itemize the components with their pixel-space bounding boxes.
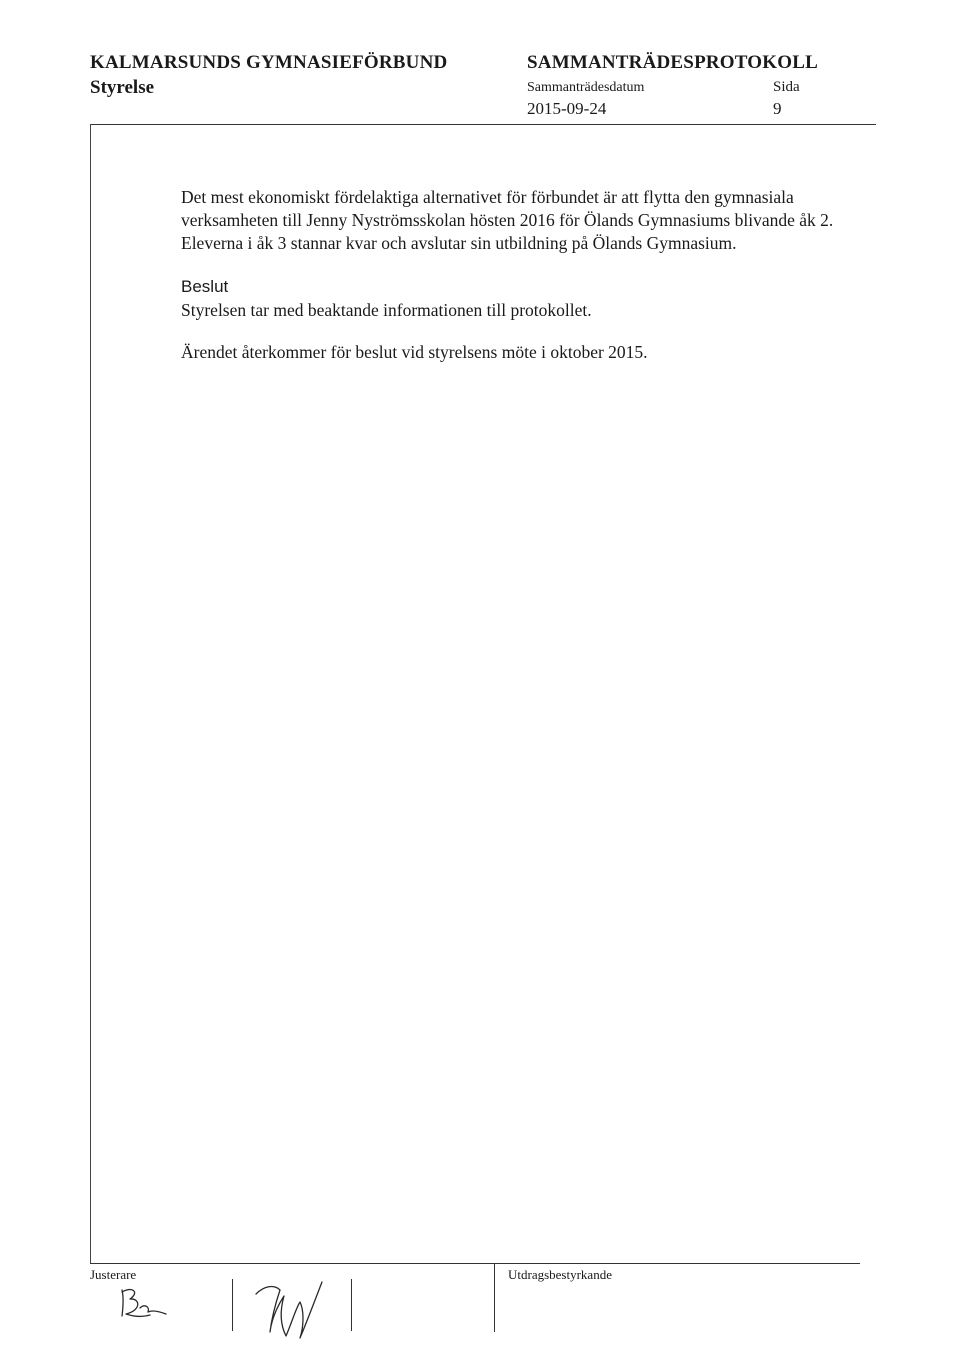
decision-text: Styrelsen tar med beaktande informationen till protokollet. [181, 300, 592, 320]
meeting-date-value: 2015-09-24 [527, 99, 607, 118]
organization-name: KALMARSUNDS GYMNASIEFÖRBUND [90, 52, 448, 73]
decision-heading: Beslut [181, 277, 229, 296]
footer-divider [494, 1264, 495, 1332]
organization-unit: Styrelse [90, 77, 155, 98]
margin-rule [90, 124, 91, 1264]
footer-rule [90, 1263, 860, 1264]
footer-divider [351, 1279, 352, 1331]
signature-initials-2 [250, 1276, 340, 1346]
body-paragraph-followup: Ärendet återkommer för beslut vid styrelsens möte i oktober 2015. [181, 342, 648, 362]
footer-divider [232, 1279, 233, 1331]
signature-initials-1 [110, 1284, 180, 1324]
footer-label-utdrag: Utdragsbestyrkande [508, 1267, 612, 1282]
header-rule [90, 124, 876, 125]
footer-label-justerare: Justerare [90, 1267, 137, 1282]
body-paragraph: Det mest ekonomiskt fördelaktiga alternativet för förbundet är att flytta den gymnasiala verksamheten till Jenny Nyströmsskolan hösten 2016 för Ölands Gymnasiums blivande åk 2. Eleverna i åk 3 stannar kvar och avslutar sin utbildning på Ölands Gymnasium. [181, 187, 834, 253]
meeting-date-label: Sammanträdesdatum [527, 80, 645, 95]
document-type: SAMMANTRÄDESPROTOKOLL [527, 52, 818, 73]
page-number: 9 [773, 99, 782, 118]
page-label: Sida [773, 79, 800, 95]
